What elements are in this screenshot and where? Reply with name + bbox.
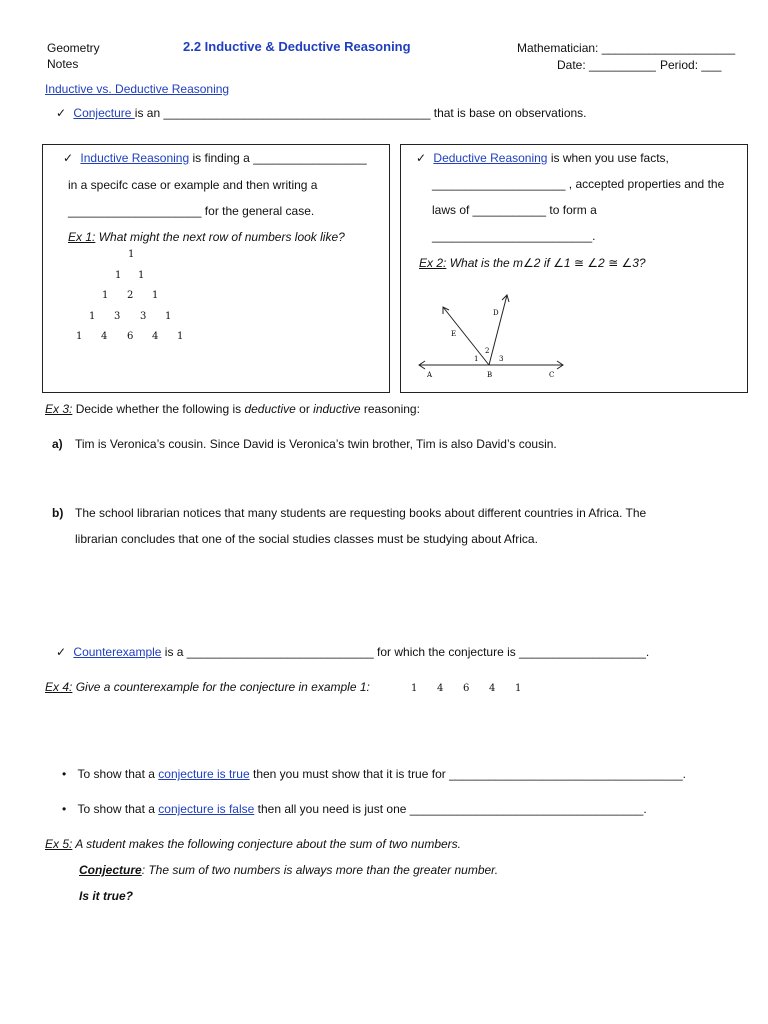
ex5-question: Is it true? (79, 889, 134, 903)
ex2-label: Ex 2: (419, 256, 447, 270)
tri-value: 3 (140, 311, 147, 322)
ex3-text: Decide whether the following is (72, 402, 245, 416)
tri-value: 1 (152, 290, 159, 301)
ex5-label: Ex 5: (45, 837, 73, 851)
angle-3-label: 3 (499, 355, 504, 363)
ex3-or: or (295, 402, 314, 416)
deductive-def-3: laws of ___________ to form a (432, 203, 597, 217)
deductive-term: Deductive Reasoning (433, 151, 548, 165)
label-e: E (451, 330, 457, 338)
ex4-question (45, 680, 370, 694)
counterexample-line (56, 645, 649, 659)
bullet-icon: • (62, 802, 67, 816)
tri-value: 1 (102, 290, 109, 301)
angle-1-label: 1 (474, 355, 479, 363)
deductive-def-2: ____________________ , accepted properties and the (432, 177, 725, 191)
bullet-false (62, 802, 647, 816)
inductive-term: Inductive Reasoning (80, 151, 190, 165)
ex5-prompt (45, 837, 461, 851)
bullet-icon: • (62, 767, 67, 781)
ex3-deductive: deductive (244, 402, 296, 416)
section-title: Inductive vs. Deductive Reasoning (45, 82, 230, 96)
ex1-text: What might the next row of numbers look like? (95, 230, 345, 244)
tri-value: 1 (138, 270, 145, 281)
tri-value: 1 (76, 331, 83, 342)
tri-value: 1 (165, 311, 172, 322)
conjecture-term: Conjecture (73, 106, 135, 120)
ex5-conjecture-label: Conjecture (79, 863, 142, 877)
ex3-a-label: a) (52, 437, 63, 451)
tri-value: 3 (114, 311, 121, 322)
tri-value: 6 (127, 331, 134, 342)
label-d: D (493, 309, 499, 317)
inductive-line1 (63, 151, 367, 165)
ex4-number: 4 (437, 683, 444, 694)
inductive-def-2: in a specifc case or example and then writing a (68, 178, 318, 192)
inductive-def-3: ____________________ for the general case. (68, 204, 315, 218)
check-icon: ✓ (63, 151, 74, 165)
bullet-true-post: then you must show that it is true for ___________________________________. (249, 767, 686, 781)
angle-diagram (411, 289, 571, 381)
ex3-prompt (45, 402, 420, 416)
tri-value: 4 (152, 331, 159, 342)
check-icon: ✓ (56, 645, 67, 659)
ex3-b-text-1: The school librarian notices that many students are requesting books about different countries in Africa. The (75, 506, 647, 520)
period-field: Period: ___ (660, 58, 722, 72)
bullet-false-post: then all you need is just one ___________________________________. (254, 802, 647, 816)
conjecture-false-link: conjecture is false (158, 802, 255, 816)
ex4-text: Give a counterexample for the conjecture in example 1: (72, 680, 370, 694)
notes-label: Notes (47, 57, 79, 71)
ex4-number: 1 (515, 683, 522, 694)
ex2-text: What is the m∠2 if ∠1 ≅ ∠2 ≅ ∠3? (446, 256, 646, 270)
ex3-label: Ex 3: (45, 402, 73, 416)
deductive-def-4: ________________________. (432, 229, 596, 243)
tri-value: 1 (89, 311, 96, 322)
bullet-true (62, 767, 686, 781)
ex5-text: A student makes the following conjecture about the sum of two numbers. (72, 837, 462, 851)
ex3-a-text: Tim is Veronica’s cousin. Since David is Veronica’s twin brother, Tim is also David’s cousin. (75, 437, 557, 451)
ex1-label: Ex 1: (68, 230, 96, 244)
check-icon: ✓ (56, 106, 67, 120)
date-field: Date: __________ (557, 58, 656, 72)
ex4-number: 1 (411, 683, 418, 694)
ex3-text-end: reasoning: (360, 402, 420, 416)
deductive-box (400, 144, 748, 393)
ex4-number: 6 (463, 683, 470, 694)
tri-value: 1 (128, 249, 135, 260)
course-name: Geometry (47, 41, 100, 55)
label-a: A (427, 371, 433, 379)
counterexample-text: is a ____________________________ for which the conjecture is ___________________. (161, 645, 650, 659)
ex3-inductive: inductive (313, 402, 361, 416)
tri-value: 4 (101, 331, 108, 342)
ray-bd (489, 295, 507, 365)
ex5-conjecture (79, 863, 498, 877)
conjecture-line (56, 106, 587, 120)
deductive-line1 (416, 151, 669, 165)
bullet-true-pre: To show that a (77, 767, 159, 781)
label-b: B (487, 371, 493, 379)
ex2-question (419, 256, 646, 270)
counterexample-term: Counterexample (73, 645, 162, 659)
ex3-b-label: b) (52, 506, 64, 520)
check-icon: ✓ (416, 151, 427, 165)
mathematician-field: Mathematician: ____________________ (517, 41, 736, 55)
tri-value: 2 (127, 290, 134, 301)
ex3-b-text-2: librarian concludes that one of the social studies classes must be studying about Africa. (75, 532, 538, 546)
tri-value: 1 (177, 331, 184, 342)
bullet-false-pre: To show that a (77, 802, 159, 816)
label-c: C (549, 371, 555, 379)
inductive-def-1: is finding a _________________ (189, 151, 367, 165)
ray-be (443, 307, 489, 365)
ex1-question (68, 230, 345, 244)
tri-value: 1 (115, 270, 122, 281)
angle-2-label: 2 (485, 347, 490, 355)
deductive-def-1: is when you use facts, (547, 151, 669, 165)
ex5-conjecture-text: : The sum of two numbers is always more than the greater number. (141, 863, 499, 877)
ex4-label: Ex 4: (45, 680, 73, 694)
conjecture-true-link: conjecture is true (158, 767, 250, 781)
ex4-number: 4 (489, 683, 496, 694)
conjecture-text: is an ________________________________________ that is base on observations. (134, 106, 587, 120)
page-title: 2.2 Inductive & Deductive Reasoning (183, 39, 411, 54)
inductive-box (42, 144, 390, 393)
